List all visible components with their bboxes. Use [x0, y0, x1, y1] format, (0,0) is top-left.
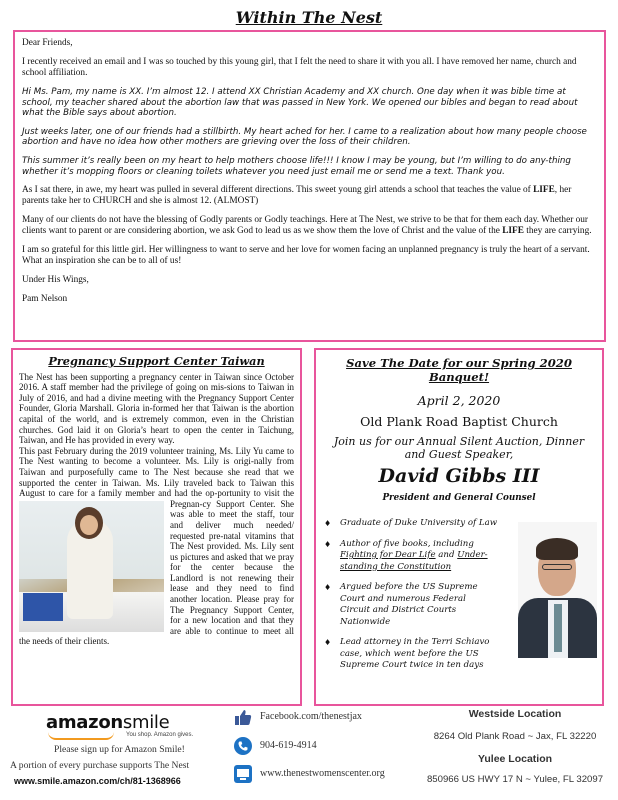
speaker-glasses	[542, 564, 572, 570]
taiwan-box	[11, 348, 302, 706]
amazon-tagline: You shop. Amazon gives.	[126, 732, 194, 738]
credential-text: Author of five books, including	[340, 538, 474, 549]
taiwan-text	[19, 372, 294, 647]
yulee-location	[415, 753, 615, 765]
facebook-link[interactable]: Facebook.com/thenestjax	[260, 711, 362, 722]
letter-paragraph-2	[22, 215, 597, 237]
letter-p2-text-a: Many of our clients do not have the blessing of Godly parents or Godly teachings. Here at The Nest, we strive to be that for them each day. Whether our clients want to parent or are considering abortion, we ask God to lead us as we show them the love of Christ and the value of the	[22, 215, 589, 237]
amazon-portion-text: A portion of every purchase supports The Nest	[10, 760, 190, 771]
letter-p1-life: LIFE	[533, 185, 555, 196]
credential-item	[322, 582, 498, 628]
banquet-invite: Join us for our Annual Silent Auction, Dinner and Guest Speaker,	[333, 435, 585, 461]
credential-text: Argued before the US Supreme Court and numerous Federal Circuit and District Courts Nationwide	[340, 582, 478, 627]
letter-p1-text-a: As I sat there, in awe, my heart was pulled in several different directions. This sweet young girl attends a school that teaches the value of	[22, 185, 534, 196]
credential-item	[322, 637, 498, 672]
book-title: Under-standing the Constitution	[340, 550, 488, 572]
letter-signature: Pam Nelson	[22, 294, 68, 305]
volunteer-photo	[19, 501, 164, 632]
credential-item	[322, 518, 498, 530]
taiwan-paragraph-2-continued: portunity to visit the Pregnan-cy Support Center. She was able to meet the staff, tour and deliver much needed/ requested pre-natal vitamins that The Nest provided. Ms. Lily sent us pictures and asked that we pray for the center because the Landlord is not renewing their lease and they need to find another location. Please pray for The Pregnancy Support Center, for a new location and that they are able to continue to meet all the needs of their clients.	[19, 488, 295, 647]
letter-box	[13, 30, 606, 342]
letter-greeting: Dear Friends,	[22, 38, 73, 48]
credential-text: Lead attorney in the Terri Schiavo case, which went before the US Supreme Court twice in ten days	[340, 637, 490, 670]
letter-p2-text-c: they are carrying.	[523, 226, 592, 237]
diamond-bullet-icon: ♦	[324, 583, 332, 592]
yulee-address-block	[415, 774, 615, 785]
yulee-address: 850966 US HWY 17 N ~ Yulee, FL 32097	[426, 774, 604, 785]
westside-title: Westside Location	[468, 708, 562, 720]
thumbs-up-icon	[234, 708, 252, 726]
westside-location	[415, 708, 615, 720]
letter-paragraph-1	[22, 185, 597, 207]
smile-word: smile	[122, 712, 170, 733]
speaker-photo	[518, 522, 597, 658]
banquet-title: Save The Date for our Spring 2020 Banquet!	[346, 356, 572, 384]
letter-p2-life: LIFE	[502, 226, 524, 237]
banquet-date: April 2, 2020	[417, 393, 501, 408]
banquet-speaker: David Gibbs III	[378, 465, 540, 487]
amazon-signup-text: Please sign up for Amazon Smile!	[54, 744, 185, 755]
banquet-speaker-role: President and General Counsel	[382, 493, 536, 503]
amazon-smile-logo[interactable]	[46, 712, 206, 742]
westside-address: 8264 Old Plank Road ~ Jax, FL 32220	[433, 731, 597, 742]
banquet-box	[314, 348, 604, 706]
phone-number[interactable]: 904-619-4914	[260, 740, 317, 751]
page-title: Within The Nest	[235, 8, 383, 27]
taiwan-paragraph-2: This past February during the 2019 volunteer training, Ms. Lily Yu came to The Nest wanting to become a volunteer. Ms. Lily is origi-nally from Taiwan and purposefully came to The Nest because she read that we supported the center in Taiwan. Ms. Lily traveled back to Taiwan this August to care for a family member and had the op-	[19, 445, 294, 499]
amazon-word: amazon	[46, 712, 123, 733]
footer	[0, 706, 618, 800]
amazon-smile-link[interactable]: www.smile.amazon.com/ch/81-1368966	[14, 776, 181, 786]
letter-closing: Under His Wings,	[22, 275, 89, 286]
speaker-credentials	[322, 518, 498, 681]
speaker-tie	[554, 604, 562, 652]
letter-quote-3: This summer it’s really been on my heart to help mothers choose life!!! I know I may be young, but I’m willing to do any-thing whether it’s mopping floors or cleaning toilets whatever you need just email me or send me a text. Thank you.	[22, 155, 571, 177]
taiwan-paragraph-1: The Nest has been supporting a pregnancy center in Taiwan since October 2016. A staff member had the privilege of going on mis-sions to Taiwan in July of 2016, and had a divine meeting with the Pregnancy Support Center Founder, Gloria Marshall. Gloria in-formed her that Taiwan is the abortion capital of the world, and is extremely common, even in the Christian churches. God laid it on Gloria’s heart to open the center in Taichung, Taiwan, and He has provided in every way.	[19, 371, 294, 446]
credential-text: and	[435, 550, 458, 560]
letter-paragraph-3: I am so grateful for this little girl. Her willingness to want to serve and her love for women facing an unplanned pregnancy is truly the heart of a servant. What an inspiration she can be to all of us!	[22, 245, 590, 267]
website-link[interactable]: www.thenestwomenscenter.org	[260, 768, 385, 779]
photo-face	[80, 515, 98, 535]
letter-intro: I recently received an email and I was so touched by this young girl, that I felt the need to share it with you all. I have removed her name, church and school affiliation.	[22, 57, 577, 78]
diamond-bullet-icon: ♦	[324, 638, 332, 647]
diamond-bullet-icon: ♦	[324, 519, 332, 528]
letter-quote-2: Just weeks later, one of our friends had a stillbirth. My heart ached for her. I came to a realization about how many people choose abortion and have no idea how other mothers are grieving over the loss of their children.	[22, 126, 587, 148]
letter-p1-text-c: , her parents take her to CHURCH and she is almost 12. (ALMOST)	[22, 185, 572, 207]
speaker-hair	[536, 538, 578, 560]
letter-quote-1: Hi Ms. Pam, my name is XX. I’m almost 12. I attend XX Christian Academy and XX church. One day when it was bible time at school, my teacher shared about the abortion law that was passed in New York. We opened our bibles and began to read about what the Bible says about abortion.	[22, 87, 578, 119]
photo-box	[23, 593, 63, 621]
website-icon	[234, 765, 252, 783]
amazon-smile-arrow-icon	[48, 732, 114, 740]
westside-address-block	[415, 731, 615, 742]
book-title: Fighting for Dear Life	[340, 550, 436, 560]
diamond-bullet-icon: ♦	[324, 539, 332, 549]
credential-item	[322, 539, 498, 574]
taiwan-title: Pregnancy Support Center Taiwan	[48, 354, 265, 368]
banquet-venue: Old Plank Road Baptist Church	[360, 414, 558, 429]
credential-text: Graduate of Duke University of Law	[340, 518, 498, 528]
phone-icon	[234, 737, 252, 755]
amazon-logo-text	[46, 712, 169, 733]
yulee-title: Yulee Location	[477, 753, 553, 765]
